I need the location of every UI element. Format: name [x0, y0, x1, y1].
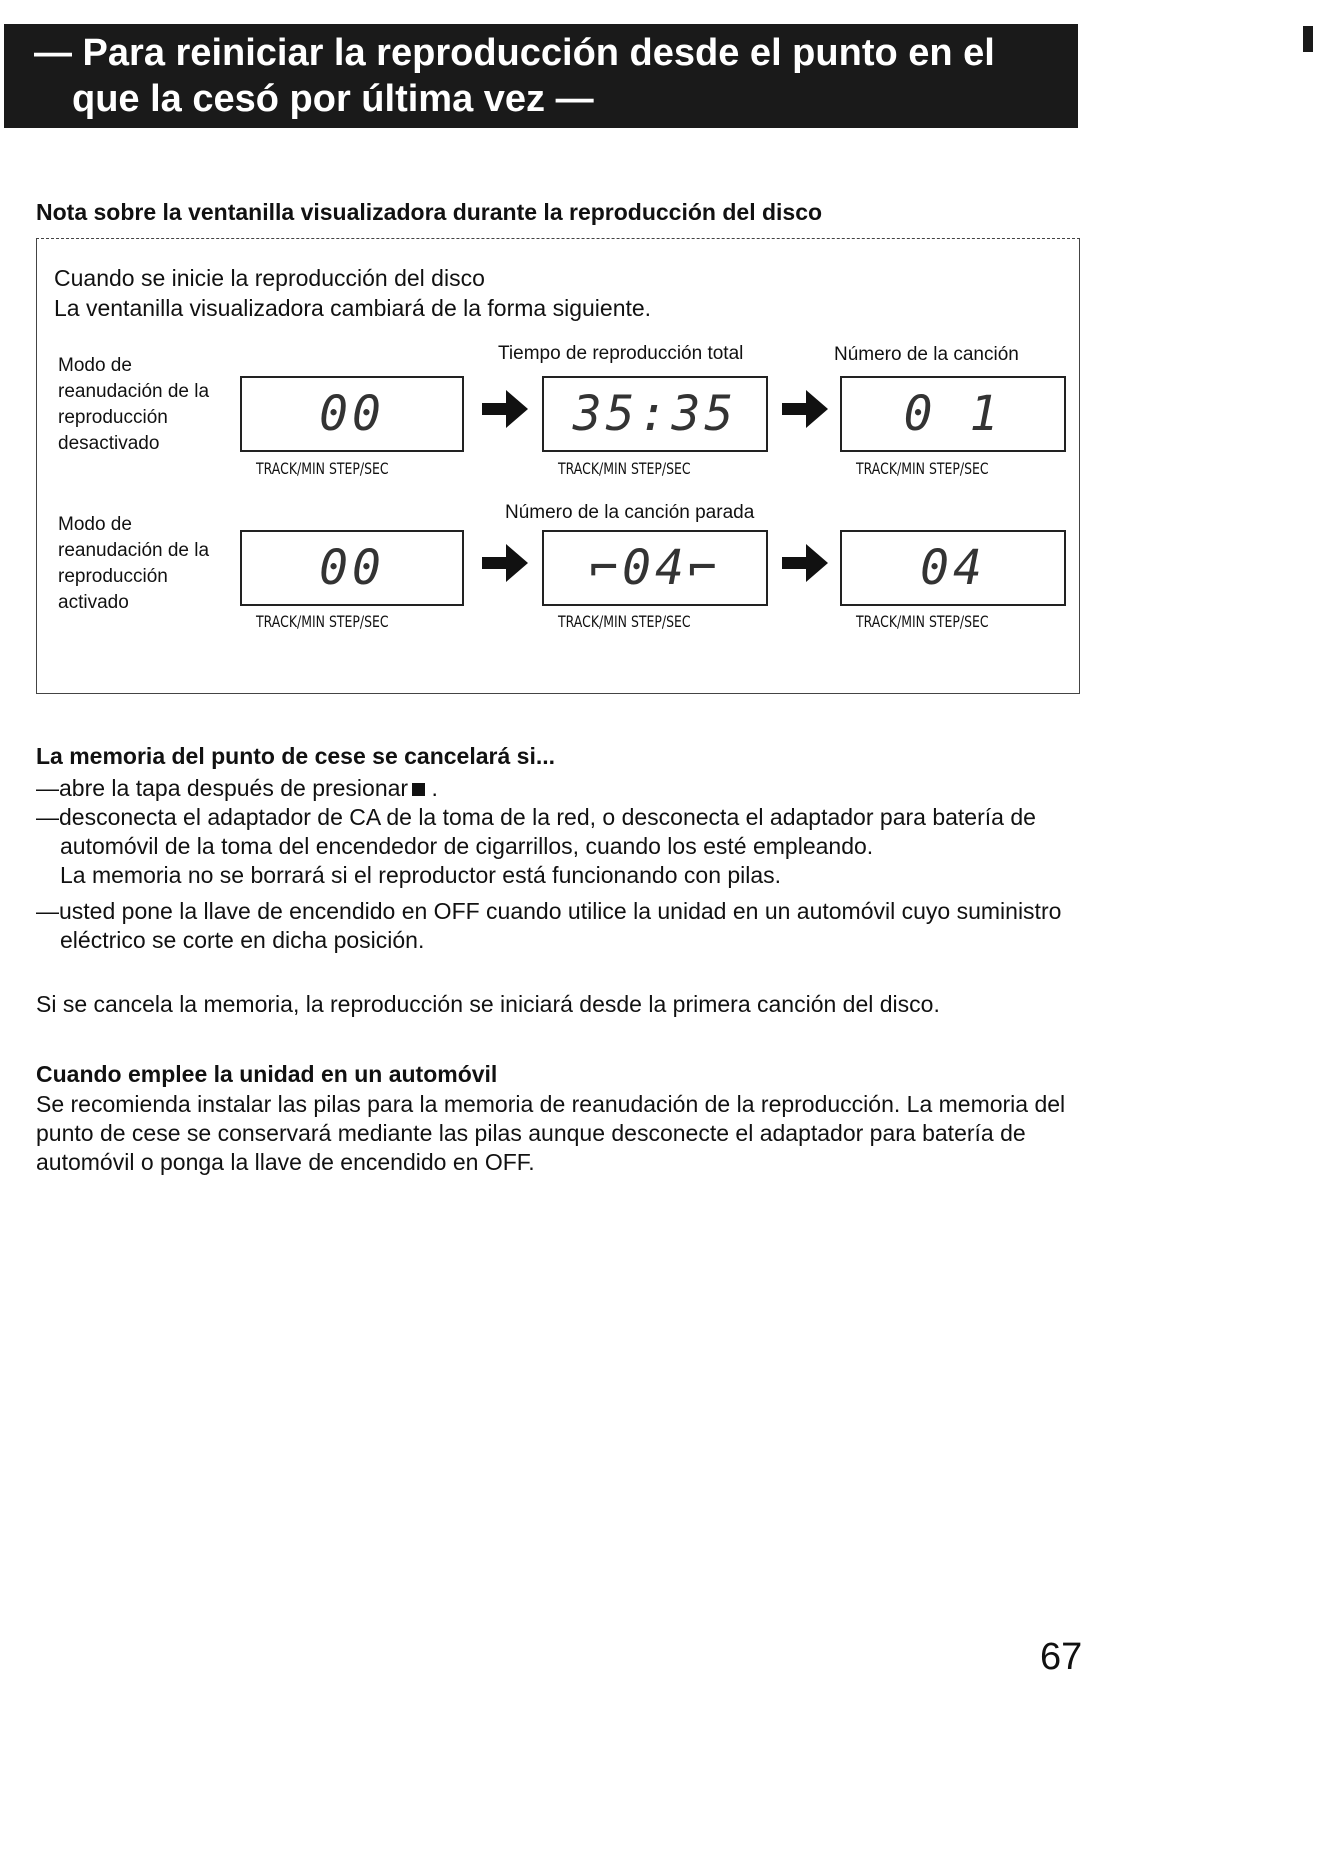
lcd-digits: 35:35 [572, 386, 738, 442]
lcd-caption: TRACK/MIN STEP/SEC [256, 459, 389, 478]
lcd-digits: 0 1 [903, 386, 1003, 442]
memory-cancel-heading: La memoria del punto de cese se cancelará si... [36, 743, 556, 769]
lcd-digits: 00 [319, 386, 385, 442]
caption-stopped-track: Número de la canción parada [505, 502, 755, 523]
lcd-display [840, 530, 1066, 606]
lcd-display [840, 376, 1066, 452]
corner-mark [1303, 26, 1313, 52]
memory-cancel-result: Si se cancela la memoria, la reproducción se iniciará desde la primera canción del disco. [36, 991, 940, 1017]
page-title-banner [4, 24, 1078, 128]
stop-icon [412, 783, 425, 796]
lcd-caption: TRACK/MIN STEP/SEC [558, 459, 691, 478]
page-title-line1: — Para reiniciar la reproducción desde el punto en el [34, 32, 995, 74]
note-heading: Nota sobre la ventanilla visualizadora durante la reproducción del disco [36, 199, 823, 225]
arrow-right-icon [780, 540, 830, 586]
lcd-display [240, 376, 464, 452]
page-number: 67 [1040, 1636, 1083, 1678]
lcd-display [240, 530, 464, 606]
lcd-digits: 04 [920, 540, 986, 596]
memory-cancel-item-ignition: —usted pone la llave de encendido en OFF cuando utilice la unidad en un automóvil cuyo suministro eléctrico se corte en dicha posición. [36, 898, 1062, 953]
arrow-right-icon [780, 386, 830, 432]
car-use-text: Se recomienda instalar las pilas para la memoria de reanudación de la reproducción. La memoria del punto de cese se conservará mediante las pilas aunque desconecte el adaptador para batería de automóvil o ponga la llave de encendido en OFF. [36, 1091, 1066, 1175]
mode-label-on: Modo de reanudación de la reproducción activado [58, 514, 210, 613]
memory-cancel-item-lid-text: —abre la tapa después de presionar [36, 775, 409, 801]
lcd-caption: TRACK/MIN STEP/SEC [558, 612, 691, 631]
memory-battery-note: La memoria no se borrará si el reproductor está funcionando con pilas. [60, 862, 782, 888]
page-title-line2: que la cesó por última vez — [72, 78, 594, 120]
caption-total-time: Tiempo de reproducción total [498, 343, 744, 364]
arrow-right-icon [480, 540, 530, 586]
note-intro-line1: Cuando se inicie la reproducción del disco [54, 265, 485, 291]
lcd-caption: TRACK/MIN STEP/SEC [856, 459, 989, 478]
arrow-right-icon [480, 386, 530, 432]
lcd-digits: 00 [319, 540, 385, 596]
memory-cancel-item-adaptor: —desconecta el adaptador de CA de la toma de la red, o desconecta el adaptador para batería de automóvil de la toma del encendedor de cigarrillos, cuando los esté empleando. [36, 804, 1036, 859]
mode-label-off: Modo de reanudación de la reproducción desactivado [58, 355, 210, 454]
car-use-heading: Cuando emplee la unidad en un automóvil [36, 1061, 498, 1087]
lcd-caption: TRACK/MIN STEP/SEC [256, 612, 389, 631]
note-intro-line2: La ventanilla visualizadora cambiará de la forma siguiente. [54, 295, 652, 321]
lcd-caption: TRACK/MIN STEP/SEC [856, 612, 989, 631]
memory-cancel-item-lid: —abre la tapa después de presionar . [36, 775, 438, 801]
lcd-digits: ⌐04⌐ [589, 540, 721, 596]
lcd-display [542, 376, 768, 452]
caption-track-number: Número de la canción [834, 344, 1019, 365]
lcd-display [542, 530, 768, 606]
